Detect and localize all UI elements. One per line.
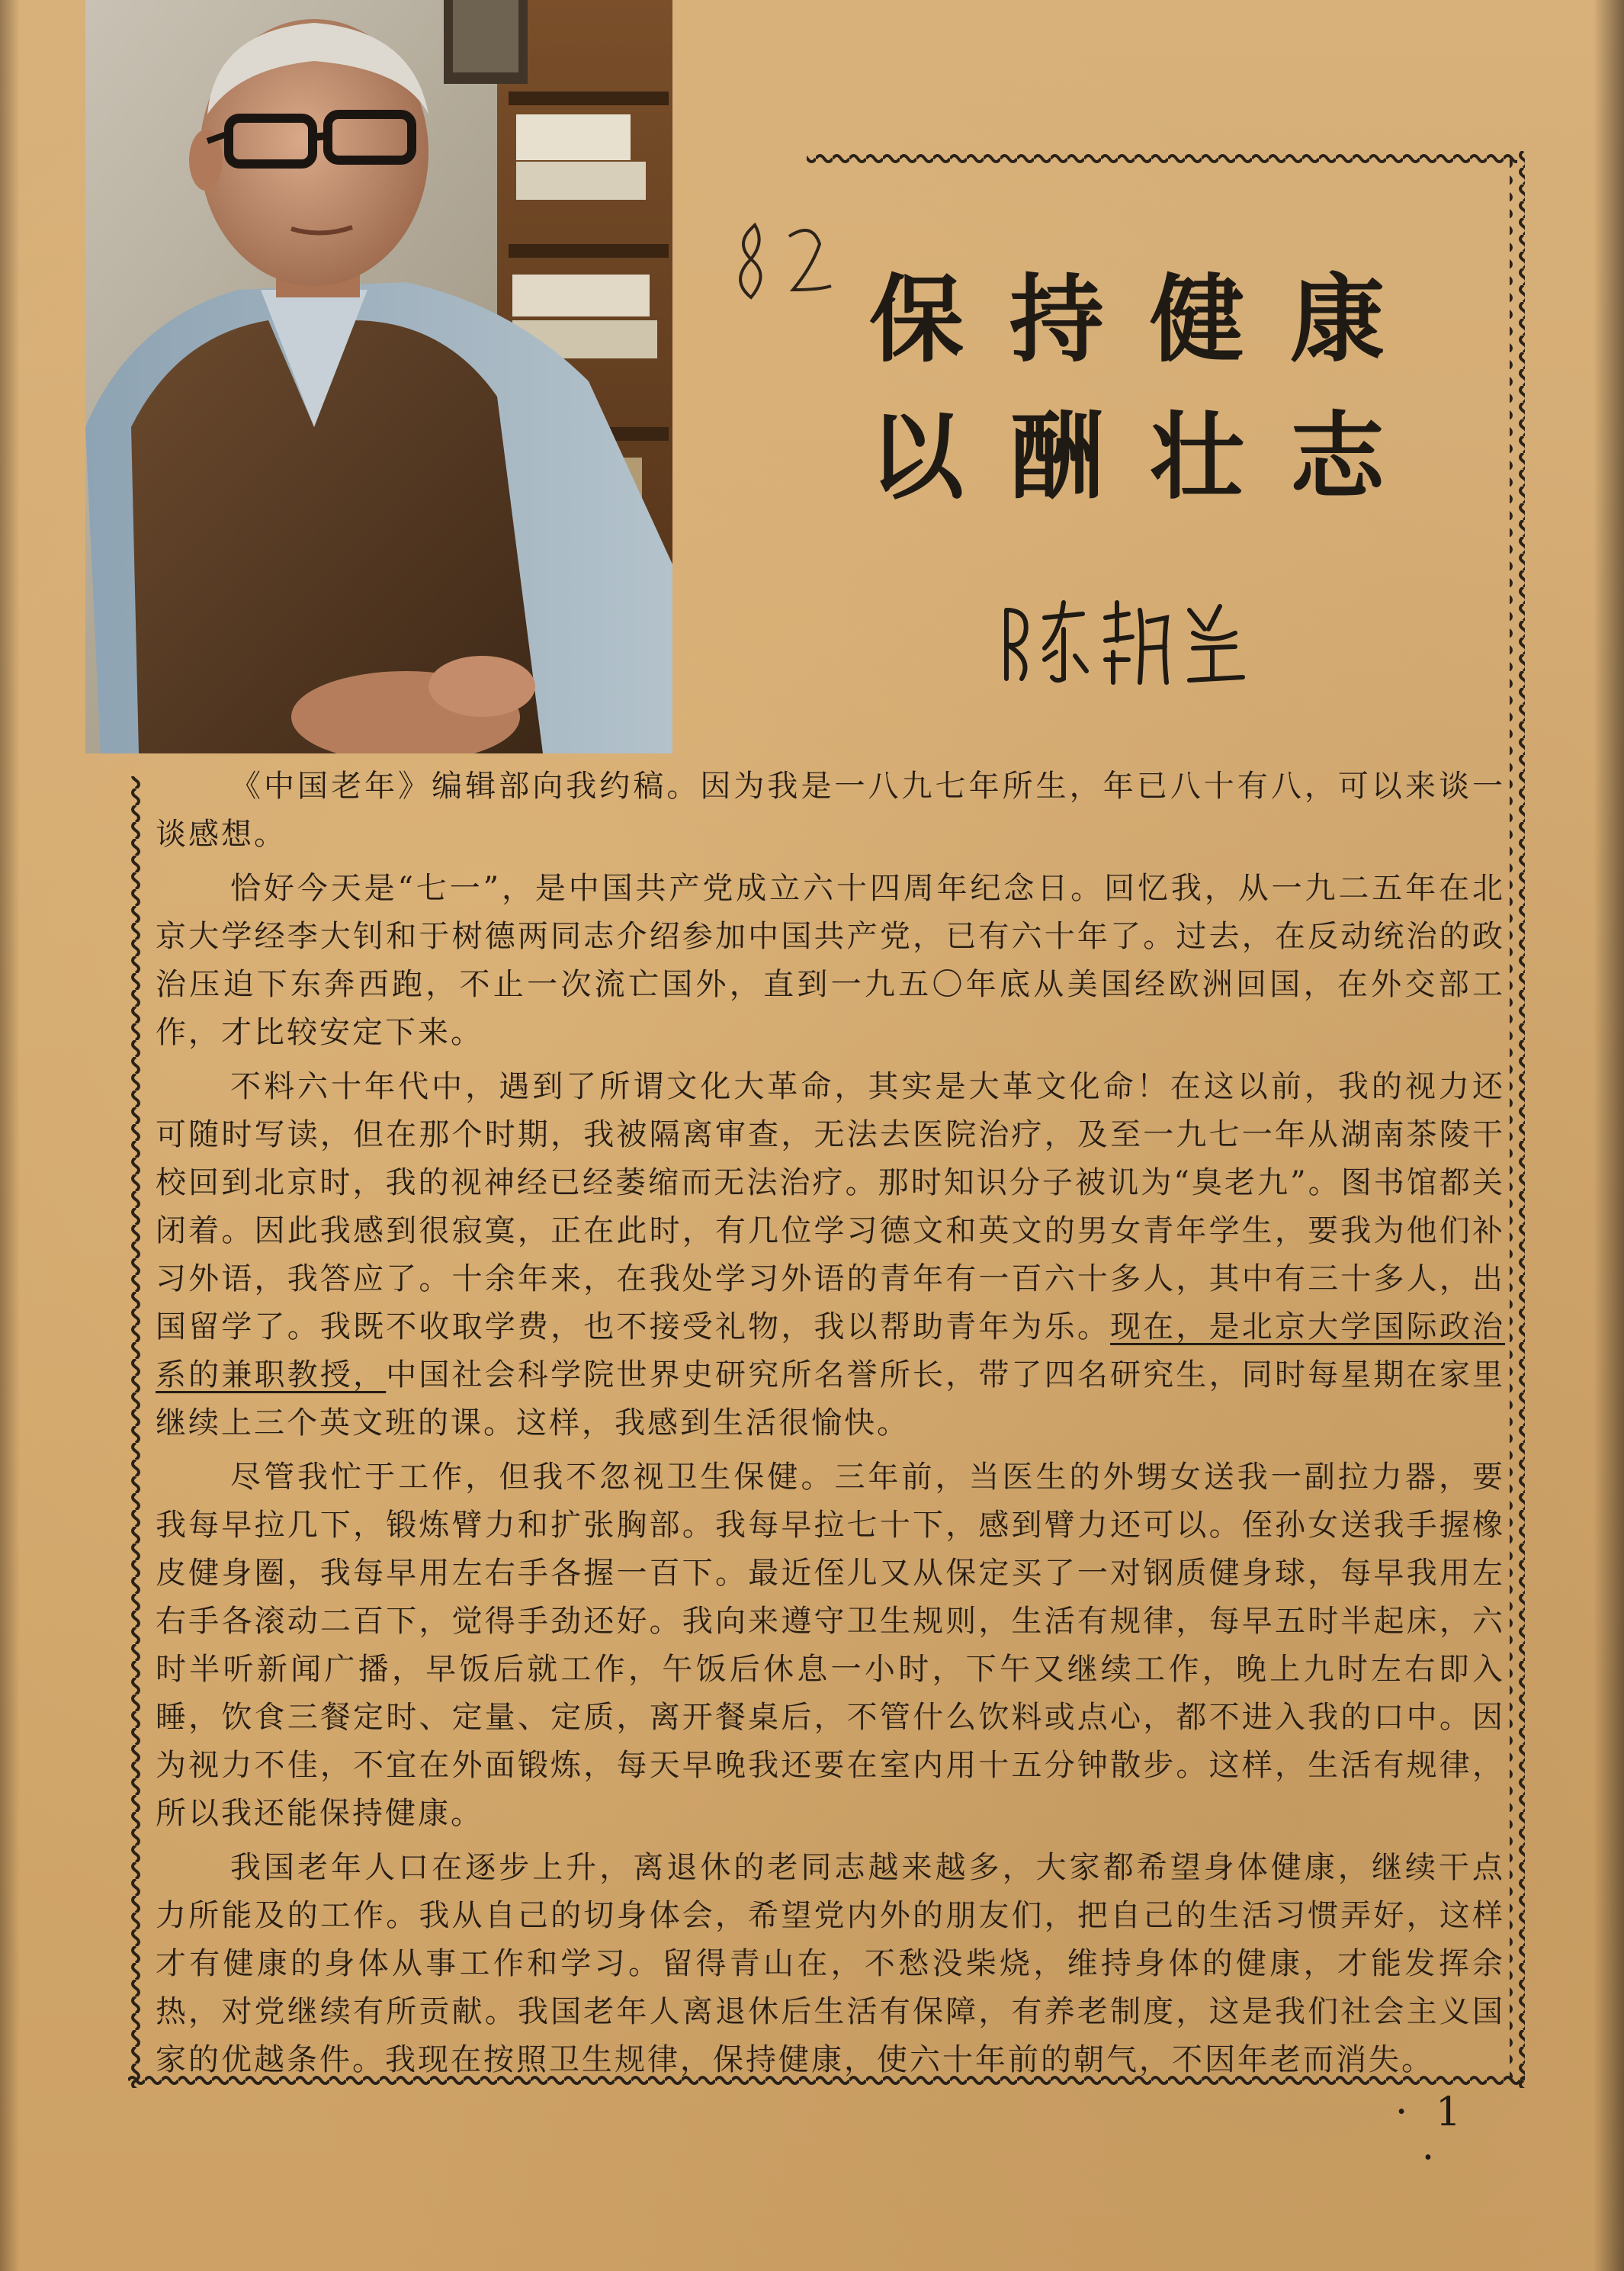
paragraph-2: 恰好今天是“七一”，是中国共产党成立六十四周年纪念日。回忆我，从一九二五年在北京大学经李大钊和于树德两同志介绍参加中国共产党，已有六十年了。过去，在反动统治的政治压迫下东奔西跑，不止一次流亡国外，直到一九五〇年底从美国经欧洲回国，在外交部工作，才比较安定下来。 xyxy=(156,871,1505,1050)
page-edge-shadow-left xyxy=(0,0,20,2271)
page-number: · 1 · xyxy=(1395,2090,1469,2181)
paragraph-1: 《中国老年》编辑部向我约稿。因为我是一八九七年所生，年已八十有八，可以来谈一谈感想。 xyxy=(156,769,1505,852)
title-line-1: 保持健康 xyxy=(869,265,1431,375)
paragraph-3 xyxy=(156,1063,1505,1447)
author-signature xyxy=(991,587,1266,702)
title-line-2: 以酬壮志 xyxy=(869,403,1431,512)
handwritten-number-mark xyxy=(728,206,850,313)
paragraph-3-text: 不料六十年代中，遇到了所谓文化大革命，其实是大革文化命！在这以前，我的视力还可随时写读，但在那个时期，我被隔离审查，无法去医院治疗，及至一九七一年从湖南茶陵干校回到北京时，我的视神经已经萎缩而无法治疗。那时知识分子被讥为“臭老九”。图书馆都关闭着。因此我感到很寂寞，正在此时，有几位学习德文和英文的男女青年学生，要我为他们补习外语，我答应了。十余年来，在我处学习外语的青年有一百六十多人，其中有三十多人，出国留学了。我既不收取学费，也不接受礼物，我以帮助青年为乐。 xyxy=(156,1069,1505,1344)
paragraph-3-underlined-text: 现在，是北京大学国际政治系的兼职教授， xyxy=(156,1309,1506,1392)
paragraph-3-tail: 中国社会科学院世界史研究所名誉所长，带了四名研究生，同时每星期在家里继续上三个英文班的课。这样，我感到生活很愉快。 xyxy=(156,1357,1506,1441)
article-title xyxy=(869,252,1431,526)
paragraph-5: 我国老年人口在逐步上升，离退休的老同志越来越多，大家都希望身体健康，继续干点力所能及的工作。我从自己的切身体会，希望党内外的朋友们，把自己的生活习惯弄好，这样才有健康的身体从事工作和学习。留得青山在，不愁没柴烧，维持身体的健康，才能发挥余热，对党继续有所贡献。我国老年人离退休后生活有保障，有养老制度，这是我们社会主义国家的优越条件。我现在按照卫生规律，保持健康，使六十年前的朝气，不因年老而消失。 xyxy=(156,1850,1505,2077)
article-body xyxy=(156,763,1505,2084)
page-edge-shadow-right xyxy=(1594,0,1624,2271)
paragraph-4: 尽管我忙于工作，但我不忽视卫生保健。三年前，当医生的外甥女送我一副拉力器，要我每早拉几下，锻炼臂力和扩张胸部。我每早拉七十下，感到臂力还可以。侄孙女送我手握橡皮健身圈，我每早用左右手各握一百下。最近侄儿又从保定买了一对钢质健身球，每早我用左右手各滚动二百下，觉得手劲还好。我向来遵守卫生规则，生活有规律，每早五时半起床，六时半听新闻广播，早饭后就工作，午饭后休息一小时，下午又继续工作，晚上九时左右即入睡，饮食三餐定时、定量、定质，离开餐桌后，不管什么饮料或点心，都不进入我的口中。因为视力不佳，不宜在外面锻炼，每天早晚我还要在室内用十五分钟散步。这样，生活有规律，所以我还能保持健康。 xyxy=(156,1460,1505,1831)
